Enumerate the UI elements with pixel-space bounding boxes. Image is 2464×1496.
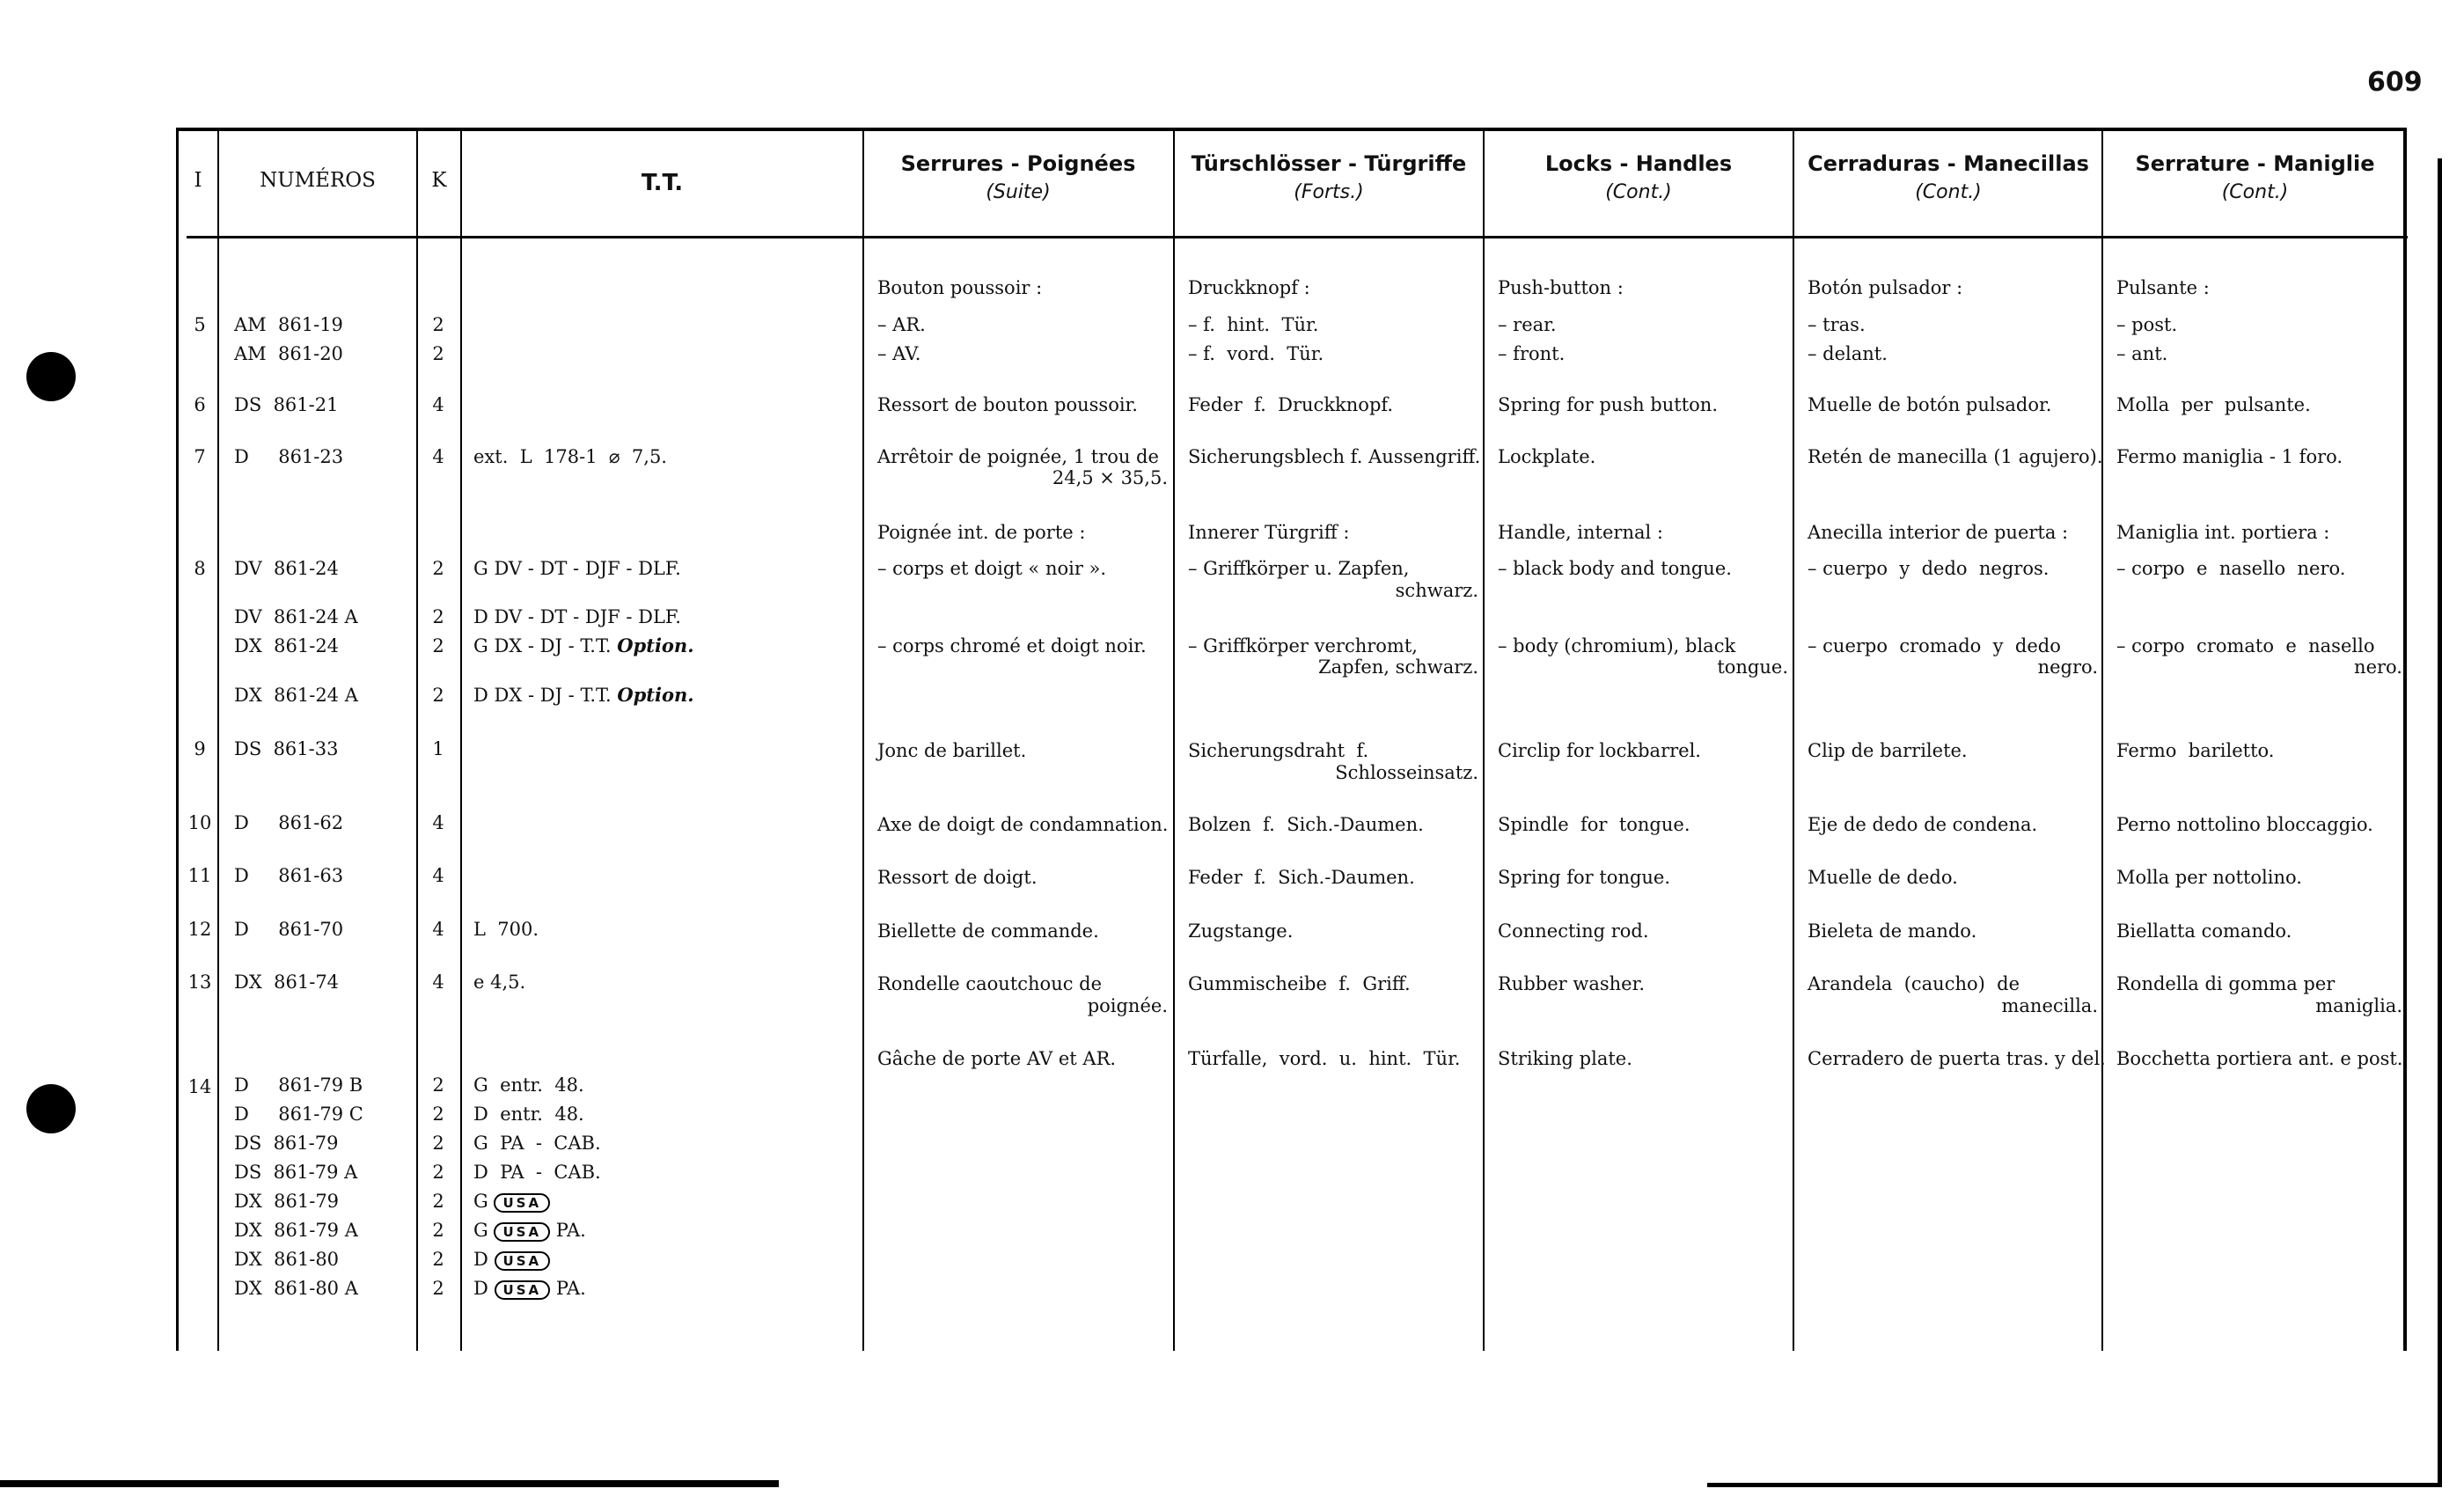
desc-it: – corpo e nasello nero. xyxy=(2116,558,2346,579)
item-index: 8 xyxy=(194,558,206,579)
desc-it: Fermo maniglia - 1 foro. xyxy=(2116,446,2343,467)
group-heading-de: Türfalle, vord. u. hint. Tür. xyxy=(1188,1048,1461,1069)
header-col-italian xyxy=(2103,151,2407,203)
quantity-k: 2 xyxy=(432,1191,444,1212)
desc-de: Sicherungsblech f. Aussengriff. xyxy=(1188,446,1481,467)
desc-de: Bolzen f. Sich.-Daumen. xyxy=(1188,814,1424,835)
part-number: D 861-79 C xyxy=(234,1104,363,1125)
quantity-k: 4 xyxy=(432,446,444,467)
quantity-k: 4 xyxy=(432,394,444,415)
desc-es-cont: negro. xyxy=(2037,656,2098,678)
tt-value: e 4,5. xyxy=(473,972,526,993)
group-heading-fr: Bouton poussoir : xyxy=(877,277,1043,298)
part-number: D 861-63 xyxy=(234,865,344,886)
header-col-french xyxy=(864,151,1172,203)
quantity-k: 2 xyxy=(432,1162,444,1183)
item-index: 6 xyxy=(194,394,206,415)
usa-badge: USA xyxy=(494,1193,550,1213)
header-col-english xyxy=(1485,151,1793,203)
desc-it: Fermo bariletto. xyxy=(2116,740,2275,761)
part-number: DS 861-79 xyxy=(234,1133,339,1154)
desc-es-cont: manecilla. xyxy=(2001,995,2098,1016)
quantity-k: 2 xyxy=(432,1133,444,1154)
item-index: 7 xyxy=(194,446,206,467)
desc-de: Feder f. Druckknopf. xyxy=(1188,394,1394,415)
group-heading-de: Innerer Türgriff : xyxy=(1188,522,1350,543)
desc-en: Connecting rod. xyxy=(1498,920,1649,942)
item-index: 11 xyxy=(187,865,212,886)
desc-fr: Ressort de doigt. xyxy=(877,867,1038,888)
desc-it-cont: nero. xyxy=(2354,656,2402,678)
desc-en: Rubber washer. xyxy=(1498,973,1645,994)
tt-value xyxy=(473,1190,550,1213)
usa-badge: USA xyxy=(495,1251,551,1271)
bottom-rule xyxy=(1707,1483,2438,1487)
desc-es: – cuerpo y dedo negros. xyxy=(1808,558,2050,579)
desc-it: Biellatta comando. xyxy=(2116,920,2292,942)
group-heading-en: Push-button : xyxy=(1498,277,1624,298)
column-divider xyxy=(862,128,864,1351)
tt-side: D xyxy=(473,1278,488,1299)
desc-fr: Axe de doigt de condamnation. xyxy=(877,814,1169,835)
page-number: 609 xyxy=(2367,67,2423,98)
item-index: 5 xyxy=(194,314,206,335)
tt-side: G xyxy=(473,1191,488,1212)
header-col-i: I xyxy=(194,169,202,192)
desc-it: – corpo cromato e nasello xyxy=(2116,635,2375,656)
header-col-tt: T.T. xyxy=(641,170,684,196)
column-divider xyxy=(1483,128,1485,1351)
header-german-title: Türschlösser - Türgriffe xyxy=(1191,151,1467,176)
tt-value: D entr. 48. xyxy=(473,1104,584,1125)
desc-de: – f. hint. Tür. xyxy=(1188,314,1319,335)
tt-option: Option. xyxy=(617,634,694,656)
column-divider xyxy=(1173,128,1175,1351)
group-heading-es: Anecilla interior de puerta : xyxy=(1808,522,2069,543)
tt-value: L 700. xyxy=(473,919,539,940)
tt-side: D xyxy=(473,1249,488,1270)
desc-de-cont: Zapfen, schwarz. xyxy=(1318,656,1478,678)
header-english-title: Locks - Handles xyxy=(1544,151,1733,176)
header-french-title: Serrures - Poignées xyxy=(900,151,1136,176)
desc-en: Spring for tongue. xyxy=(1498,867,1671,888)
desc-fr: – AV. xyxy=(877,343,921,364)
desc-de: – Griffkörper verchromt, xyxy=(1188,635,1418,656)
item-index: 12 xyxy=(187,919,212,940)
desc-en: – body (chromium), black xyxy=(1498,635,1736,656)
desc-it-cont: maniglia. xyxy=(2315,995,2402,1016)
desc-fr-cont: poignée. xyxy=(1087,995,1168,1016)
header-col-german xyxy=(1175,151,1483,203)
desc-it: – ant. xyxy=(2116,343,2168,364)
column-divider xyxy=(1793,128,1794,1351)
desc-de: Gummischeibe f. Griff. xyxy=(1188,973,1411,994)
part-number: D 861-62 xyxy=(234,812,344,833)
desc-de: Zugstange. xyxy=(1188,920,1294,942)
tt-value: D PA - CAB. xyxy=(473,1162,601,1183)
desc-es: Retén de manecilla (1 agujero). xyxy=(1808,446,2103,467)
header-rule xyxy=(187,236,2408,238)
desc-es: Muelle de dedo. xyxy=(1808,867,1958,888)
bottom-rule xyxy=(0,1480,779,1487)
desc-fr: Biellette de commande. xyxy=(877,920,1099,942)
tt-text: G DX - DJ - T.T. xyxy=(473,635,612,656)
desc-fr: Ressort de bouton poussoir. xyxy=(877,394,1138,415)
usa-badge: USA xyxy=(495,1280,551,1300)
quantity-k: 4 xyxy=(432,812,444,833)
item-index: 14 xyxy=(187,1076,212,1097)
desc-es: – delant. xyxy=(1808,343,1888,364)
part-number: DS 861-79 A xyxy=(234,1162,358,1183)
desc-de: Feder f. Sich.-Daumen. xyxy=(1188,867,1415,888)
tt-value: D DV - DT - DJF - DLF. xyxy=(473,606,681,627)
item-index: 13 xyxy=(187,972,212,993)
column-divider xyxy=(416,128,418,1351)
desc-en: – black body and tongue. xyxy=(1498,558,1732,579)
desc-fr: Jonc de barillet. xyxy=(877,740,1027,761)
quantity-k: 2 xyxy=(432,685,444,706)
tt-suffix: PA. xyxy=(555,1278,586,1299)
header-french-sub: (Suite) xyxy=(986,181,1051,203)
desc-en-cont: tongue. xyxy=(1717,656,1788,678)
desc-it: Molla per nottolino. xyxy=(2116,867,2302,888)
desc-en: Spring for push button. xyxy=(1498,394,1718,415)
group-heading-en: Handle, internal : xyxy=(1498,522,1663,543)
desc-es: Bieleta de mando. xyxy=(1808,920,1977,942)
header-spanish-title: Cerraduras - Manecillas xyxy=(1808,151,2089,176)
quantity-k: 2 xyxy=(432,343,444,364)
part-number: DX 861-79 xyxy=(234,1191,340,1212)
tt-text: D DX - DJ - T.T. xyxy=(473,685,612,706)
item-index: 9 xyxy=(194,738,206,759)
part-number: DV 861-24 xyxy=(234,558,339,579)
desc-it: – post. xyxy=(2116,314,2178,335)
tt-value: ext. L 178-1 ⌀ 7,5. xyxy=(473,446,667,467)
part-number: DV 861-24 A xyxy=(234,606,358,627)
desc-it: Rondella di gomma per xyxy=(2116,973,2336,994)
group-heading-de: Druckknopf : xyxy=(1188,277,1310,298)
tt-value xyxy=(473,1219,586,1242)
desc-es: Muelle de botón pulsador. xyxy=(1808,394,2052,415)
desc-es: – tras. xyxy=(1808,314,1866,335)
part-number: AM 861-19 xyxy=(234,314,343,335)
desc-de-cont: schwarz. xyxy=(1395,580,1478,601)
part-number: DX 861-79 A xyxy=(234,1220,358,1241)
page-edge xyxy=(2438,158,2442,1487)
desc-en: Spindle for tongue. xyxy=(1498,814,1690,835)
part-number: D 861-79 B xyxy=(234,1074,363,1096)
column-divider xyxy=(217,128,219,1351)
desc-fr: Rondelle caoutchouc de xyxy=(877,973,1103,994)
desc-en: – front. xyxy=(1498,343,1566,364)
group-heading-fr: Poignée int. de porte : xyxy=(877,522,1086,543)
part-number: DS 861-33 xyxy=(234,738,339,759)
group-heading-es: Cerradero de puerta tras. y del. xyxy=(1808,1048,2106,1069)
desc-es: Clip de barrilete. xyxy=(1808,740,1968,761)
header-italian-sub: (Cont.) xyxy=(2221,181,2289,203)
punch-hole-top xyxy=(26,352,76,401)
group-heading-fr: Gâche de porte AV et AR. xyxy=(877,1048,1117,1069)
group-heading-it: Bocchetta portiera ant. e post. xyxy=(2116,1048,2403,1069)
tt-value xyxy=(473,634,694,657)
quantity-k: 2 xyxy=(432,1074,444,1096)
desc-es: – cuerpo cromado y dedo xyxy=(1808,635,2061,656)
part-number: D 861-23 xyxy=(234,446,344,467)
desc-fr: – AR. xyxy=(877,314,926,335)
part-number: DX 861-24 A xyxy=(234,685,358,706)
column-divider xyxy=(2101,128,2103,1351)
part-number: AM 861-20 xyxy=(234,343,343,364)
header-italian-title: Serrature - Maniglie xyxy=(2135,151,2375,176)
header-german-sub: (Forts.) xyxy=(1294,181,1364,203)
tt-value xyxy=(473,1248,550,1271)
desc-de-cont: Schlosseinsatz. xyxy=(1335,762,1478,783)
desc-en: Circlip for lockbarrel. xyxy=(1498,740,1701,761)
desc-it: Perno nottolino bloccaggio. xyxy=(2116,814,2373,835)
part-number: DX 861-80 A xyxy=(234,1278,358,1299)
tt-option: Option. xyxy=(617,684,694,706)
group-heading-it: Maniglia int. portiera : xyxy=(2116,522,2330,543)
group-heading-es: Botón pulsador : xyxy=(1808,277,1963,298)
tt-side: G xyxy=(473,1220,488,1241)
tt-value: G DV - DT - DJF - DLF. xyxy=(473,558,681,579)
quantity-k: 2 xyxy=(432,1220,444,1241)
group-heading-it: Pulsante : xyxy=(2116,277,2210,298)
tt-value xyxy=(473,684,694,707)
desc-en: Lockplate. xyxy=(1498,446,1596,467)
header-spanish-sub: (Cont.) xyxy=(1915,181,1982,203)
column-divider xyxy=(460,128,462,1351)
header-col-spanish xyxy=(1794,151,2102,203)
part-number: DX 861-80 xyxy=(234,1249,340,1270)
item-index: 10 xyxy=(187,812,212,833)
part-number: DX 861-24 xyxy=(234,635,340,656)
part-number: DS 861-21 xyxy=(234,394,339,415)
quantity-k: 2 xyxy=(432,558,444,579)
group-heading-en: Striking plate. xyxy=(1498,1048,1632,1069)
desc-es: Eje de dedo de condena. xyxy=(1808,814,2038,835)
tt-value: G PA - CAB. xyxy=(473,1133,601,1154)
punch-hole-bottom xyxy=(26,1084,76,1133)
desc-fr: Arrêtoir de poignée, 1 trou de xyxy=(877,446,1159,467)
quantity-k: 2 xyxy=(432,606,444,627)
header-col-k: K xyxy=(431,169,447,192)
quantity-k: 2 xyxy=(432,635,444,656)
quantity-k: 4 xyxy=(432,919,444,940)
quantity-k: 4 xyxy=(432,972,444,993)
desc-de: – Griffkörper u. Zapfen, xyxy=(1188,558,1410,579)
quantity-k: 2 xyxy=(432,1249,444,1270)
desc-en: – rear. xyxy=(1498,314,1557,335)
quantity-k: 4 xyxy=(432,865,444,886)
desc-fr: – corps chromé et doigt noir. xyxy=(877,635,1147,656)
tt-value xyxy=(473,1277,586,1300)
quantity-k: 2 xyxy=(432,1104,444,1125)
quantity-k: 1 xyxy=(432,738,444,759)
desc-fr-cont: 24,5 × 35,5. xyxy=(1052,467,1168,488)
desc-it: Molla per pulsante. xyxy=(2116,394,2311,415)
desc-fr: – corps et doigt « noir ». xyxy=(877,558,1107,579)
desc-es: Arandela (caucho) de xyxy=(1808,973,2020,994)
tt-value: G entr. 48. xyxy=(473,1074,584,1096)
part-number: DX 861-74 xyxy=(234,972,340,993)
header-col-numeros: NUMÉROS xyxy=(260,169,376,192)
tt-suffix: PA. xyxy=(555,1220,586,1241)
desc-de: Sicherungsdraht f. xyxy=(1188,740,1369,761)
desc-de: – f. vord. Tür. xyxy=(1188,343,1324,364)
quantity-k: 2 xyxy=(432,314,444,335)
quantity-k: 2 xyxy=(432,1278,444,1299)
part-number: D 861-70 xyxy=(234,919,344,940)
usa-badge: USA xyxy=(494,1222,550,1242)
header-english-sub: (Cont.) xyxy=(1605,181,1672,203)
